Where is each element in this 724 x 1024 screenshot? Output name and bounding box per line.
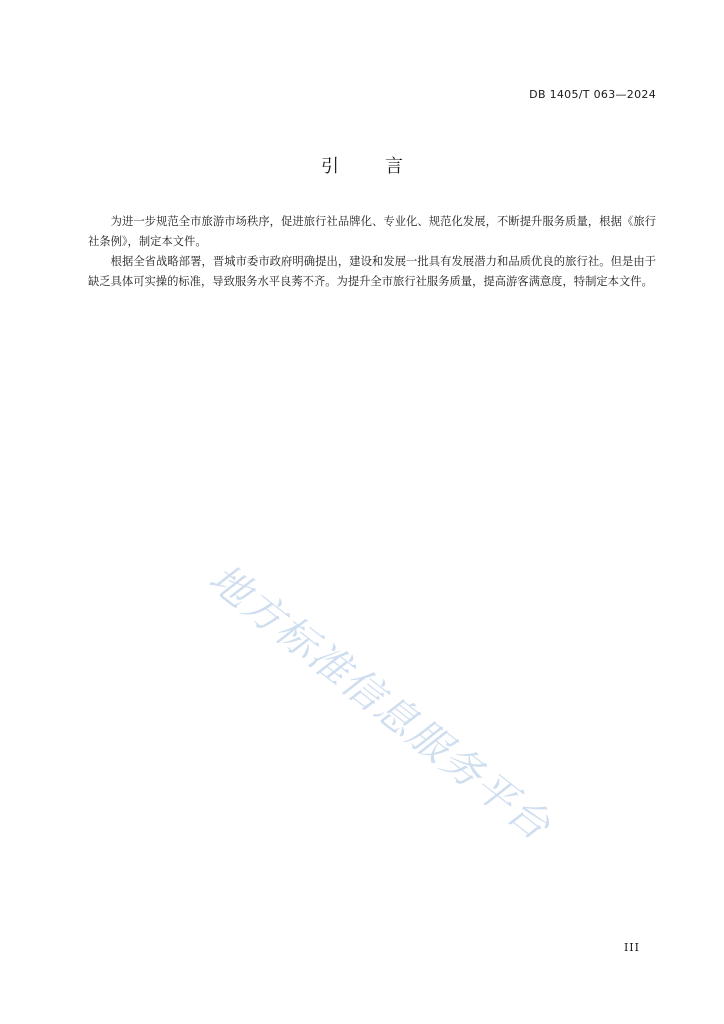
section-title: 引言 <box>321 156 449 177</box>
paragraph: 为进一步规范全市旅游市场秩序，促进旅行社品牌化、专业化、规范化发展，不断提升服务质量，根据《旅行社条例》，制定本文件。 <box>88 215 656 248</box>
page-number: III <box>623 941 640 954</box>
watermark: 地方标准信息服务平台 <box>200 555 560 851</box>
body-text <box>88 212 656 292</box>
paragraph: 根据全省战略部署，晋城市委市政府明确提出，建设和发展一批具有发展潜力和品质优良的旅行社。但是由于缺乏具体可实操的标准，导致服务水平良莠不齐。为提升全市旅行社服务质量，提高游客满意度，特制定本文件。 <box>88 255 656 288</box>
document-code: DB 1405/T 063—2024 <box>529 88 656 101</box>
